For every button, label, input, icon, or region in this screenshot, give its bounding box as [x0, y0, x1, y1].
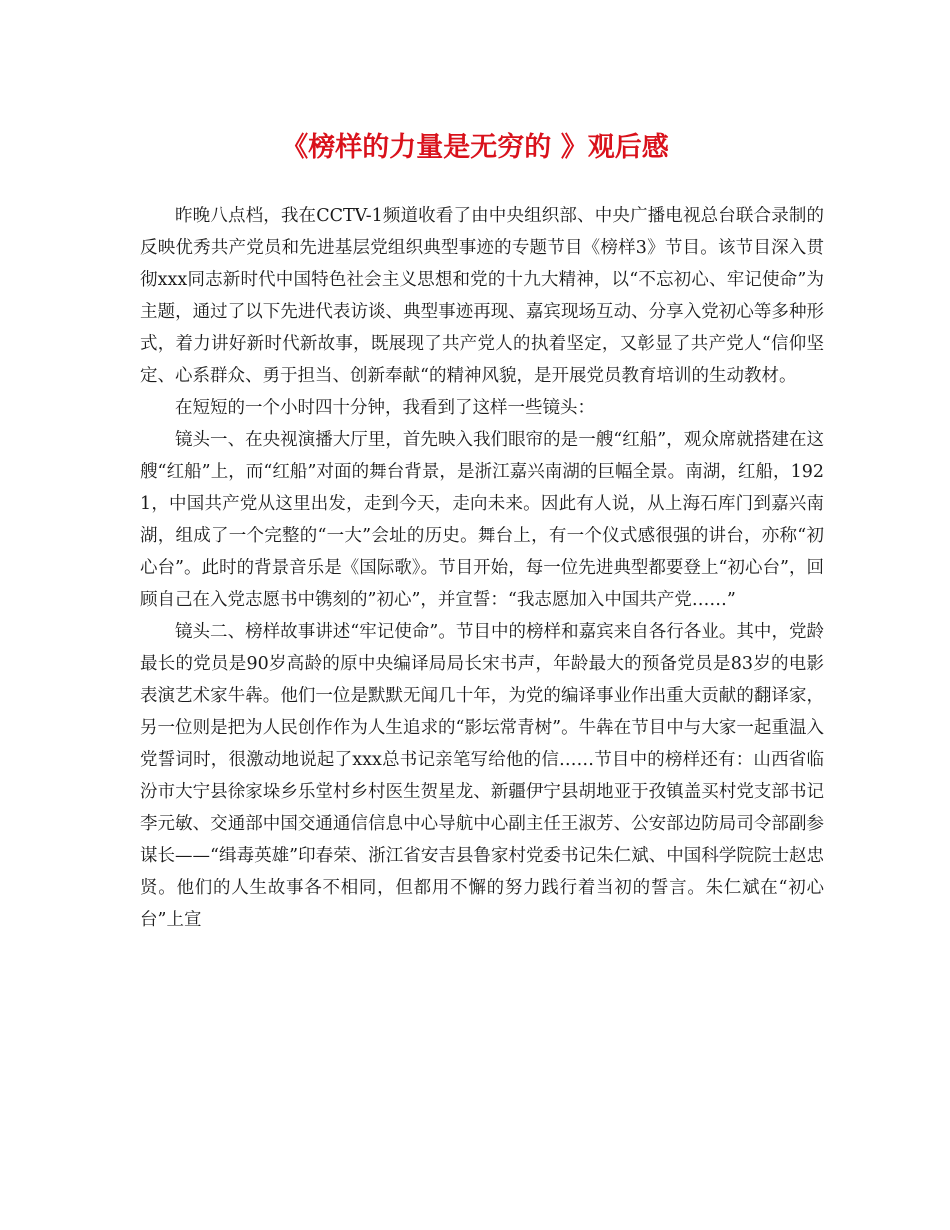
document-title: 《榜样的力量是无穷的 》观后感: [281, 132, 669, 163]
paragraph-scene-two: 镜头二、榜样故事讲述“牢记使命”。节目中的榜样和嘉宾来自各行各业。其中，党龄最长的党员是90岁高龄的原中央编译局局长宋书声，年龄最大的预备党员是83岁的电影表演艺术家牛犇。他们一位是默默无闻几十年，为党的编译事业作出重大贡献的翻译家，另一位则是把为人民创作作为人生追求的“影坛常青树”。牛犇在节目中与大家一起重温入党誓词时，很激动地说起了xxx总书记亲笔写给他的信……节目中的榜样还有：山西省临汾市大宁县徐家垛乡乐堂村乡村医生贺星龙、新疆伊宁县胡地亚于孜镇盖买村党支部书记李元敏、交通部中国交通通信信息中心导航中心副主任王淑芳、公安部边防局司令部副参谋长——“缉毒英雄”印春荣、浙江省安吉县鲁家村党委书记朱仁斌、中国科学院院士赵忠贤。他们的人生故事各不相同，但都用不懈的努力践行着当初的誓言。朱仁斌在“初心台”上宣: [140, 622, 824, 930]
paragraph-intro: 昨晚八点档，我在CCTV-1频道收看了由中央组织部、中央广播电视总台联合录制的反映优秀共产党员和先进基层党组织典型事迹的专题节目《榜样3》节目。该节目深入贯彻xxx同志新时代中国特色社会主义思想和党的十九大精神，以“不忘初心、牢记使命”为主题，通过了以下先进代表访谈、典型事迹再现、嘉宾现场互动、分享入党初心等多种形式，着力讲好新时代新故事，既展现了共产党人的执着坚定，又彰显了共产党人“信仰坚定、心系群众、勇于担当、创新奉献“的精神风貌，是开展党员教育培训的生动教材。: [140, 206, 824, 386]
document-body: [140, 200, 824, 936]
paragraph-scene-one: 镜头一、在央视演播大厅里，首先映入我们眼帘的是一艘“红船”，观众席就搭建在这艘“红船”上，而“红船”对面的舞台背景，是浙江嘉兴南湖的巨幅全景。南湖，红船，1921，中国共产党从这里出发，走到今天，走向未来。因此有人说，从上海石库门到嘉兴南湖，组成了一个完整的“一大”会址的历史。舞台上，有一个仪式感很强的讲台，亦称“初心台”。此时的背景音乐是《国际歌》。节目开始，每一位先进典型都要登上“初心台”，回顾自己在入党志愿书中镌刻的”初心”，并宣誓：“我志愿加入中国共产党……”: [140, 430, 824, 610]
paragraph-transition: 在短短的一个小时四十分钟，我看到了这样一些镜头：: [175, 398, 595, 418]
